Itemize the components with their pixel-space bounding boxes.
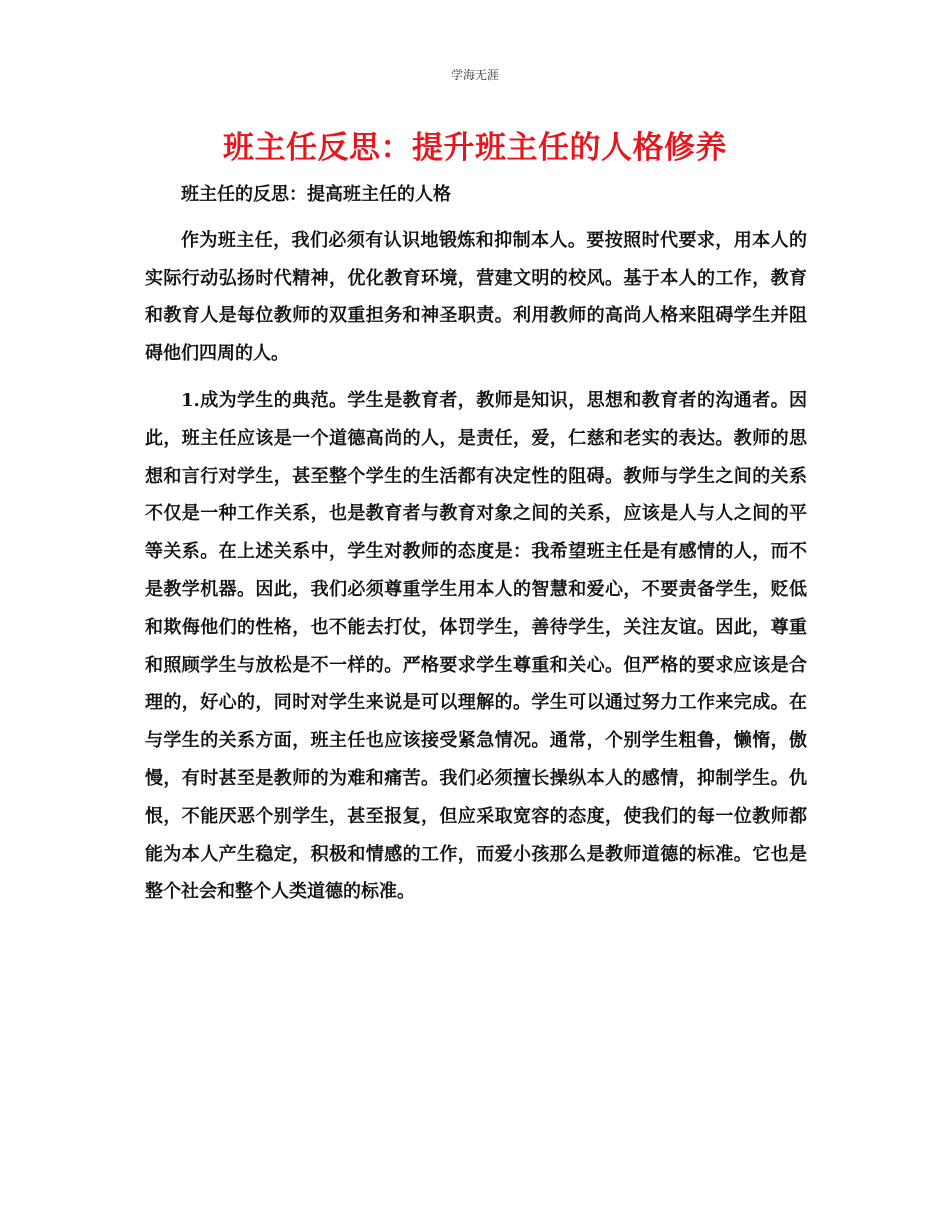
page-title: 班主任反思：提升班主任的人格修养 [223, 130, 727, 166]
paragraph-role-model: 1.成为学生的典范。学生是教育者，教师是知识，思想和教育者的沟通者。因此，班主任应该是一个道德高尚的人，是责任，爱，仁慈和老实的表达。教师的思想和言行对学生，甚至整个学生的生活都有决定性的阻碍。教师与学生之间的关系不仅是一种工作关系，也是教育者与教育对象之间的关系，应该是人与人之间的平等关系。在上述关系中，学生对教师的态度是：我希望班主任是有感情的人，而不是教学机器。因此，我们必须尊重学生用本人的智慧和爱心，不要责备学生，贬低和欺侮他们的性格，也不能去打仗，体罚学生，善待学生，关注友谊。因此，尊重和照顾学生与放松是不一样的。严格要求学生尊重和关心。但严格的要求应该是合理的，好心的，同时对学生来说是可以理解的。学生可以通过努力工作来完成。在与学生的关系方面，班主任也应该接受紧急情况。通常，个别学生粗鲁，懒惰，傲慢，有时甚至是教师的为难和痛苦。我们必须擅长操纵本人的感情，抑制学生。仇恨，不能厌恶个别学生，甚至报复，但应采取宽容的态度，使我们的每一位教师都能为本人产生稳定，积极和情感的工作，而爱小孩那么是教师道德的标准。它也是整个社会和整个人类道德的标准。 [145, 389, 807, 903]
paragraph-intro: 作为班主任，我们必须有认识地锻炼和抑制本人。要按照时代要求，用本人的实际行动弘扬时代精神，优化教育环境，营建文明的校风。基于本人的工作，教育和教育人是每位教师的双重担务和神圣职责。利用教师的高尚人格来阻碍学生并阻碍他们四周的人。 [145, 229, 807, 365]
subtitle: 班主任的反思：提高班主任的人格 [181, 184, 451, 205]
document-body [145, 176, 807, 911]
header-note: 学海无涯 [450, 68, 499, 82]
